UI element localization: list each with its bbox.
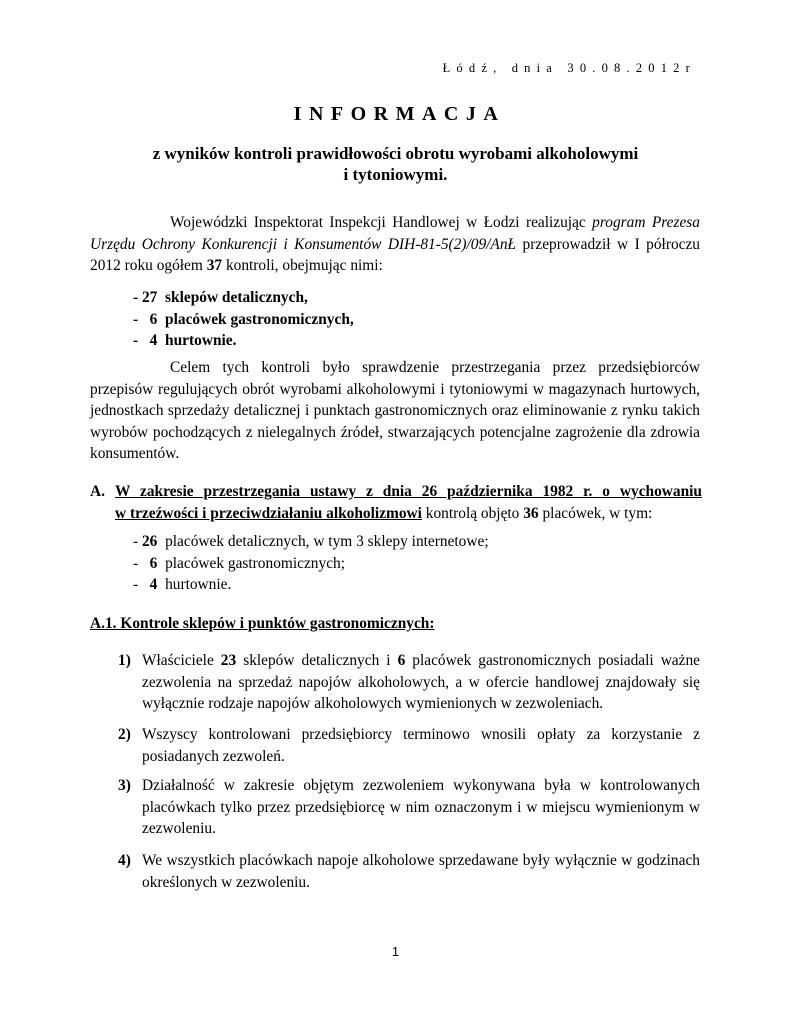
list-item: - 6 placówek gastronomicznych; bbox=[133, 554, 345, 572]
list-item: - 6 placówek gastronomicznych, bbox=[133, 310, 354, 328]
intro-text-1: Wojewódzki Inspektorat Inspekcji Handlowej w Łodzi realizując bbox=[170, 214, 593, 231]
purpose-paragraph: Celem tych kontroli było sprawdzenie przestrzegania przez przedsiębiorców przepisów regulujących obrót wyrobami alkoholowymi i tytoniowymi w magazynach hurtowych, jednostkach sprzedaży detalicznej i punktach gastronomicznych oraz eliminowanie z rynku takich wyrobów pochodzących z nielegalnych źródeł, stwarzających potencjalne zagrożenie dla zdrowia konsumentów. bbox=[90, 359, 700, 462]
intro-text-3: kontroli, obejmując nimi: bbox=[222, 257, 383, 274]
scope-list bbox=[133, 287, 354, 352]
numbered-item: 3) Działalność w zakresie objętym zezwoleniem wykonywana była w kontrolowanych placówkach tylko przez przedsiębiorcę w nim oznaczonym i w miejscu wymienionym w zezwoleniu. bbox=[118, 777, 700, 837]
page-number: 1 bbox=[391, 944, 400, 959]
section-a-letter: A. bbox=[90, 483, 105, 500]
list-item: - 4 hurtownie. bbox=[133, 576, 232, 593]
numbered-item: 2) Wszyscy kontrolowani przedsiębiorcy terminowo wnosili opłaty za korzystanie z posiadanych zezwoleń. bbox=[118, 726, 700, 765]
section-a-line-2: w trzeźwości i przeciwdziałaniu alkoholizmowi kontrolą objęto 36 placówek, w tym: bbox=[115, 504, 653, 522]
program-reference: program Prezesa Urzędu Ochrony Konkurencji i Konsumentów DIH-81-5(2)/09/AnŁ bbox=[90, 214, 700, 253]
document-subtitle bbox=[0, 143, 791, 185]
section-a bbox=[90, 481, 702, 524]
place-date: Łódź, dnia 30.08.2012r bbox=[442, 61, 696, 75]
intro-paragraph bbox=[90, 212, 700, 277]
numbered-item: 4) We wszystkich placówkach napoje alkoholowe sprzedawane były wyłącznie w godzinach określonych w zezwoleniu. bbox=[118, 852, 700, 891]
subtitle-line-1: z wyników kontroli prawidłowości obrotu wyrobami alkoholowymi bbox=[152, 144, 639, 163]
list-item: - 4 hurtownie. bbox=[133, 332, 237, 349]
document-title: INFORMACJA bbox=[293, 103, 506, 125]
section-a-list bbox=[133, 531, 489, 596]
list-item: - 26 placówek detalicznych, w tym 3 sklepy internetowe; bbox=[133, 533, 489, 550]
subsection-a1-heading: A.1. Kontrole sklepów i punktów gastronomicznych: bbox=[90, 615, 435, 632]
total-controls: 37 bbox=[206, 257, 223, 274]
list-item: - 27 sklepów detalicznych, bbox=[133, 289, 308, 306]
section-a-count: 36 bbox=[523, 504, 539, 522]
section-a-line-1: W zakresie przestrzegania ustawy z dnia 26 października 1982 r. o wychowaniu bbox=[115, 483, 702, 500]
intro-text-2: przeprowadził w I półroczu 2012 roku ogółem bbox=[90, 235, 701, 274]
numbered-item: 1) Właściciele 23 sklepów detalicznych i 6 placówek gastronomicznych posiadali ważne zezwolenia na sprzedaż napojów alkoholowych, a w ofercie handlowej znajdowały się wyłącznie rodzaje napojów alkoholowych wymienionych w zezwoleniach. bbox=[118, 652, 700, 712]
subtitle-line-2: i tytoniowymi. bbox=[343, 165, 448, 184]
